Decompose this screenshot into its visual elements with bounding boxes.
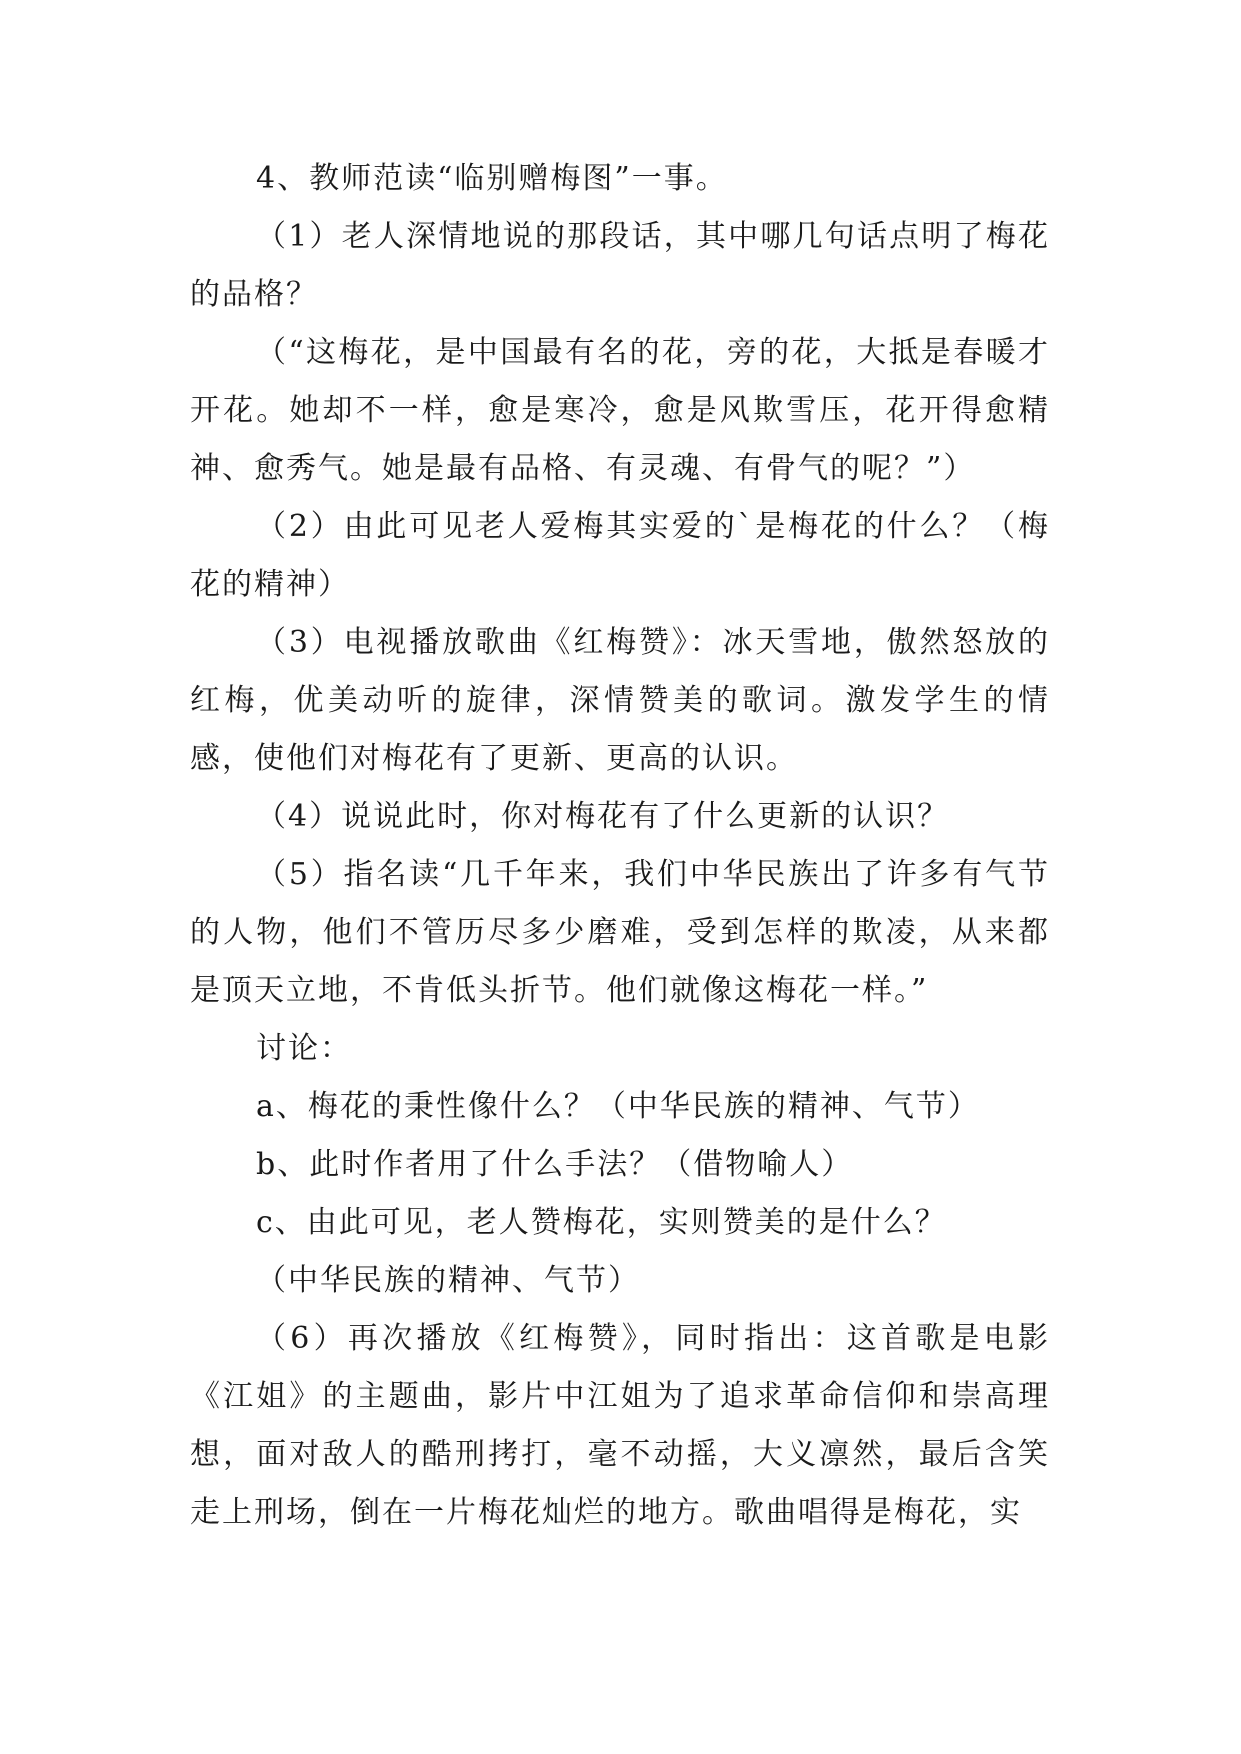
paragraph-discussion-c-answer: （中华民族的精神、气节）	[256, 1263, 640, 1298]
paragraph-teacher-reading: 4、教师范读“临别赠梅图”一事。	[256, 161, 728, 196]
paragraph-question-5: （5）指名读“几千年来，我们中华民族出了许多有气节的人物，他们不管历尽多少磨难，受到怎样的欺凌，从来都是顶天立地，不肯低头折节。他们就像这梅花一样。”	[190, 857, 1050, 1008]
paragraph-question-4: （4）说说此时，你对梅花有了什么更新的认识？	[256, 799, 950, 834]
paragraph-question-2: （2）由此可见老人爱梅其实爱的`是梅花的什么？（梅花的精神）	[190, 509, 1050, 602]
paragraph-discussion-heading: 讨论：	[256, 1031, 352, 1066]
document-body	[190, 150, 1050, 1542]
paragraph-question-6: （6）再次播放《红梅赞》，同时指出：这首歌是电影《江姐》的主题曲，影片中江姐为了追求革命信仰和崇高理想，面对敌人的酷刑拷打，毫不动摇，大义凛然，最后含笑走上刑场，倒在一片梅花灿烂的地方。歌曲唱得是梅花，实	[190, 1321, 1050, 1530]
paragraph-question-1: （1）老人深情地说的那段话，其中哪几句话点明了梅花的品格？	[190, 219, 1050, 312]
paragraph-quote-plum-character: （“这梅花，是中国最有名的花，旁的花，大抵是春暖才开花。她却不一样，愈是寒冷，愈是风欺雪压，花开得愈精神、愈秀气。她是最有品格、有灵魂、有骨气的呢？”）	[190, 335, 1050, 486]
paragraph-song-red-plum: （3）电视播放歌曲《红梅赞》：冰天雪地，傲然怒放的红梅，优美动听的旋律，深情赞美的歌词。激发学生的情感，使他们对梅花有了更新、更高的认识。	[190, 625, 1050, 776]
paragraph-discussion-a: a、梅花的秉性像什么？（中华民族的精神、气节）	[256, 1089, 980, 1124]
paragraph-discussion-b: b、此时作者用了什么手法？（借物喻人）	[256, 1147, 854, 1182]
paragraph-discussion-c: c、由此可见，老人赞梅花，实则赞美的是什么？	[256, 1205, 947, 1240]
